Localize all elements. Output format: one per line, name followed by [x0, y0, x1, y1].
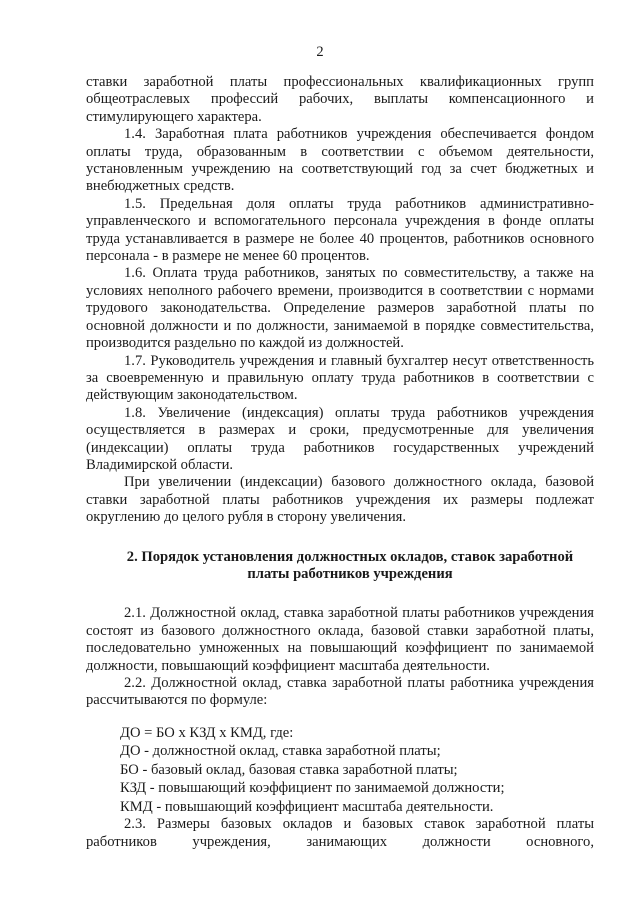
paragraph-2-1: 2.1. Должностной оклад, ставка заработной платы работников учреждения состоят из базового должностного оклада, базовой ставки заработной платы, последовательно умноженных на повышающий коэффициент по занимаемой должности, повышающий коэффициент масштаба деятельности. — [86, 605, 594, 674]
paragraph-1-6: 1.6. Оплата труда работников, занятых по совместительству, а также на условиях неполного рабочего времени, производится в соответствии с нормами трудового законодательства. Определение размеров заработной платы по основной должности и по должности, занимаемой в порядке совместительства, производится раздельно по каждой из должностей. — [86, 265, 594, 352]
section-heading: 2. Порядок установления должностных окладов, ставок заработной платы работников учреждения — [126, 548, 574, 582]
paragraph-continuation: ставки заработной платы профессиональных квалификационных групп общеотраслевых профессий рабочих, выплаты компенсационного и стимулирующего характера. — [86, 74, 594, 125]
formula-block — [86, 724, 594, 817]
paragraph-indexation: При увеличении (индексации) базового должностного оклада, базовой ставки заработной платы работников учреждения их размеры подлежат округлению до целого рубля в сторону увеличения. — [86, 474, 594, 526]
paragraph-2-3: 2.3. Размеры базовых окладов и базовых ставок заработной платы работников учреждения, занимающих должности основного, — [86, 816, 594, 850]
formula-line: ДО - должностной оклад, ставка заработной платы; — [120, 743, 441, 760]
paragraph-2-2: 2.2. Должностной оклад, ставка заработной платы работника учреждения рассчитываются по формуле: — [86, 675, 594, 709]
document-body — [86, 74, 594, 851]
paragraph-1-7: 1.7. Руководитель учреждения и главный бухгалтер несут ответственность за своевременную и правильную оплату труда работников в соответствии с действующим законодательством. — [86, 352, 594, 404]
formula-line: БО - базовый оклад, базовая ставка заработной платы; — [120, 761, 458, 778]
paragraph-1-8: 1.8. Увеличение (индексация) оплаты труда работников учреждения осуществляется в размерах и сроки, предусмотренные для увеличения (индексации) оплаты труда работников государственных учреждений Владимирской области. — [86, 404, 594, 473]
formula-line: ДО = БО х КЗД х КМД, где: — [120, 724, 294, 741]
paragraph-1-5: 1.5. Предельная доля оплаты труда работников административно-управленческого и вспомогательного персонала учреждения в фонде оплаты труда устанавливается в размере не более 40 процентов, работников основного персонала - в размере не менее 60 процентов. — [86, 195, 594, 265]
page-number: 2 — [316, 44, 324, 60]
paragraph-1-4: 1.4. Заработная плата работников учреждения обеспечивается фондом оплаты труда, образованным в соответствии с объемом деятельности, установленным учреждению на соответствующий год за счет бюджетных и внебюджетных средств. — [86, 126, 594, 195]
formula-line: КМД - повышающий коэффициент масштаба деятельности. — [120, 798, 494, 815]
formula-line: КЗД - повышающий коэффициент по занимаемой должности; — [120, 780, 505, 797]
